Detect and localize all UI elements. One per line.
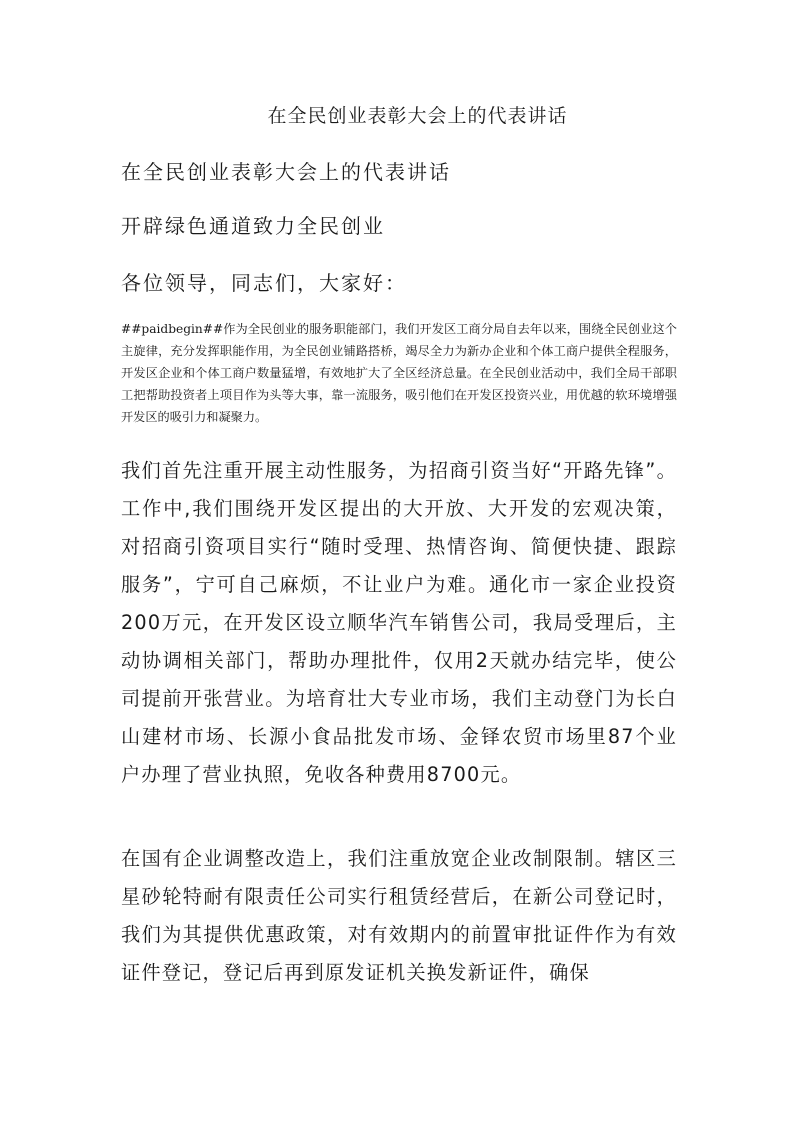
body-paragraph-1: 我们首先注重开展主动性服务，为招商引资当好“开路先锋”。工作中,我们围绕开发区提出的大开放、大开发的宏观决策，对招商引资项目实行“随时受理、热情咨询、简便快捷、跟踪服务”，宁可自己麻烦，不让业户为难。通化市一家企业投资200万元，在开发区设立顺华汽车销售公司，我局受理后，主动协调相关部门，帮助办理批件，仅用2天就办结完毕，使公司提前开张营业。为培育壮大专业市场，我们主动登门为长白山建材市场、长源小食品批发市场、金铎农贸市场里87个业户办理了营业执照，免收各种费用8700元。 (121, 459, 677, 786)
speech-title-heading: 在全民创业表彰大会上的代表讲话 (121, 160, 451, 184)
document-title: 在全民创业表彰大会上的代表讲话 (267, 105, 568, 127)
greeting-line: 各位领导，同志们，大家好： (121, 271, 407, 295)
body-paragraph-2: 在国有企业调整改造上，我们注重放宽企业改制限制。辖区三星砂轮特耐有限责任公司实行租赁经营后，在新公司登记时，我们为其提供优惠政策，对有效期内的前置审批证件作为有效证件登记，登记后再到原发证机关换发新证件，确保 (121, 847, 677, 984)
speech-subtitle-heading: 开辟绿色通道致力全民创业 (121, 214, 385, 238)
intro-paragraph: ##paidbegin##作为全民创业的服务职能部门，我们开发区工商分局自去年以来，围绕全民创业这个主旋律，充分发挥职能作用，为全民创业铺路搭桥，竭尽全力为新办企业和个体工商户提供全程服务，开发区企业和个体工商户数量猛增，有效地扩大了全区经济总量。在全民创业活动中，我们全局干部职工把帮助投资者上项目作为头等大事，靠一流服务，吸引他们在开发区投资兴业，用优越的软环境增强开发区的吸引力和凝聚力。 (121, 322, 677, 424)
